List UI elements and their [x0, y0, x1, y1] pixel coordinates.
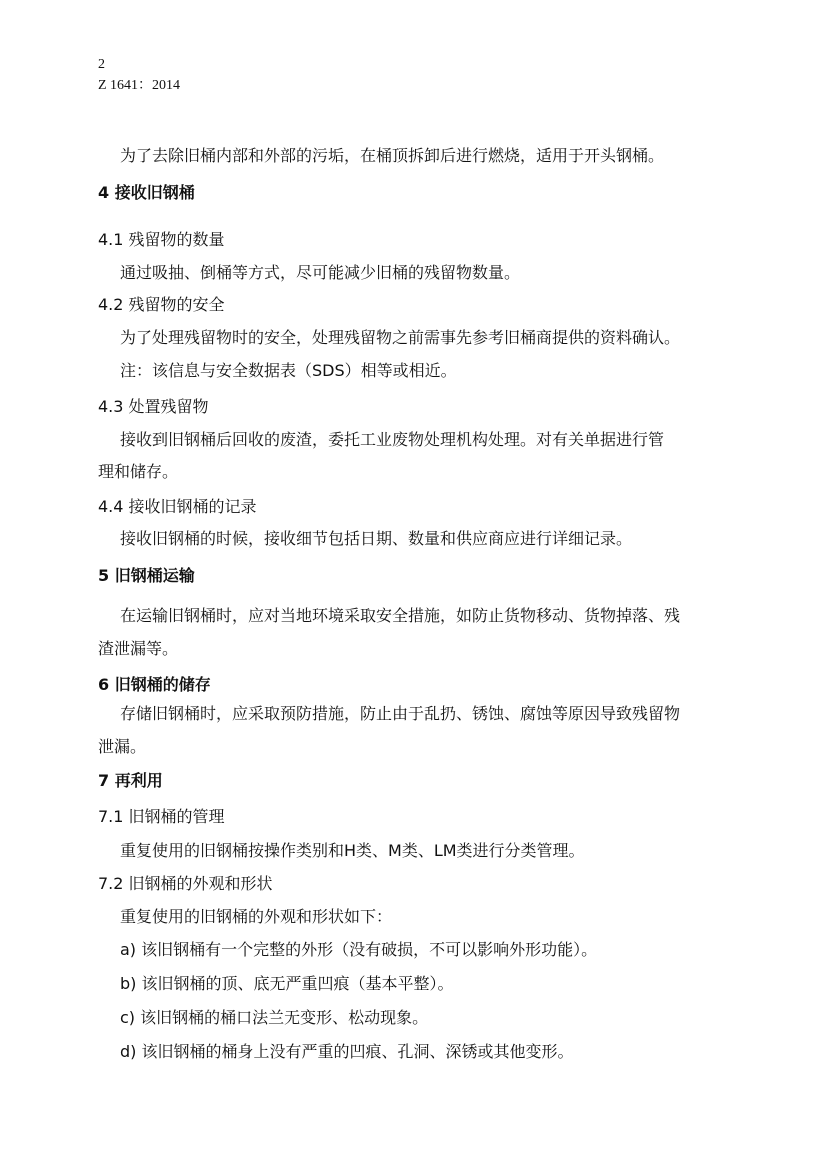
section-7-heading: 7 再利用 [98, 771, 163, 790]
list-item: b) 该旧钢桶的顶、底无严重凹痕（基本平整）。 [120, 974, 454, 993]
section-4-3-paragraph-line-2: 理和储存。 [98, 462, 179, 481]
section-7-2-paragraph: 重复使用的旧钢桶的外观和形状如下： [120, 907, 393, 926]
section-5-heading: 5 旧钢桶运输 [98, 566, 195, 585]
section-4-3-heading: 4.3 处置残留物 [98, 397, 209, 416]
list-item: a) 该旧钢桶有一个完整的外形（没有破损，不可以影响外形功能）。 [120, 940, 598, 959]
list-item: c) 该旧钢桶的桶口法兰无变形、松动现象。 [120, 1008, 429, 1027]
section-5-paragraph-line-1: 在运输旧钢桶时，应对当地环境采取安全措施，如防止货物移动、货物掉落、残 [120, 606, 681, 625]
section-6-paragraph-line-2: 泄漏。 [98, 737, 147, 756]
section-7-1-paragraph: 重复使用的旧钢桶按操作类别和H类、M类、LM类进行分类管理。 [120, 841, 585, 860]
standard-id: Z 1641：2014 [98, 78, 181, 93]
section-5-paragraph-line-2: 渣泄漏等。 [98, 639, 179, 658]
section-6-heading: 6 旧钢桶的储存 [98, 675, 211, 694]
section-4-4-heading: 4.4 接收旧钢桶的记录 [98, 497, 257, 516]
section-4-heading: 4 接收旧钢桶 [98, 183, 195, 202]
section-4-4-paragraph: 接收旧钢桶的时候，接收细节包括日期、数量和供应商应进行详细记录。 [120, 529, 633, 548]
section-4-3-paragraph-line-1: 接收到旧钢桶后回收的废渣，委托工业废物处理机构处理。对有关单据进行管 [120, 430, 665, 449]
list-item: d) 该旧钢桶的桶身上没有严重的凹痕、孔洞、深锈或其他变形。 [120, 1042, 574, 1061]
section-4-2-paragraph: 为了处理残留物时的安全，处理残留物之前需事先参考旧桶商提供的资料确认。 [120, 328, 681, 347]
section-4-2-note: 注：该信息与安全数据表（SDS）相等或相近。 [120, 361, 457, 380]
page-number: 2 [98, 57, 105, 72]
section-6-paragraph-line-1: 存储旧钢桶时，应采取预防措施，防止由于乱扔、锈蚀、腐蚀等原因导致残留物 [120, 704, 681, 723]
intro-paragraph: 为了去除旧桶内部和外部的污垢，在桶顶拆卸后进行燃烧，适用于开头钢桶。 [120, 146, 665, 165]
section-4-1-heading: 4.1 残留物的数量 [98, 230, 225, 249]
section-7-1-heading: 7.1 旧钢桶的管理 [98, 807, 225, 826]
section-4-2-heading: 4.2 残留物的安全 [98, 295, 225, 314]
section-7-2-heading: 7.2 旧钢桶的外观和形状 [98, 874, 273, 893]
section-4-1-paragraph: 通过吸抽、倒桶等方式，尽可能减少旧桶的残留物数量。 [120, 263, 521, 282]
